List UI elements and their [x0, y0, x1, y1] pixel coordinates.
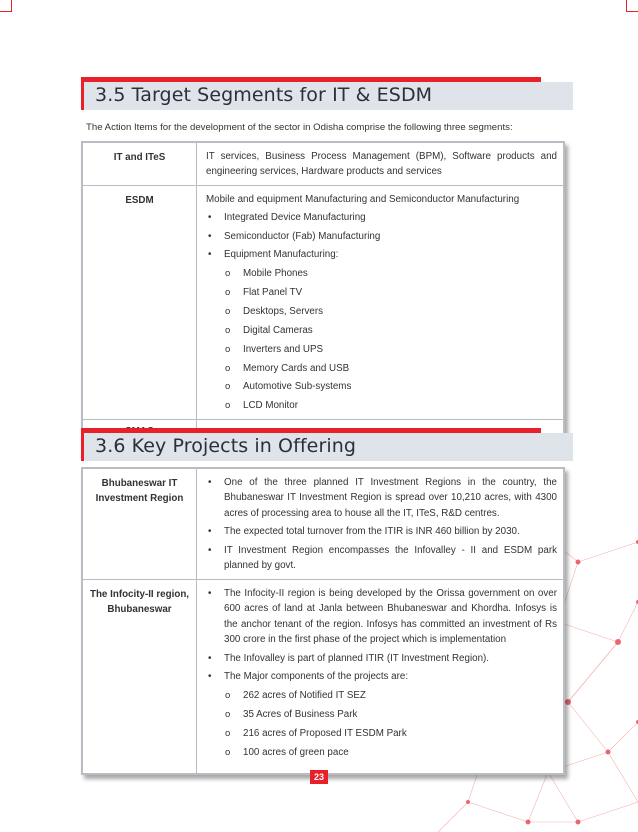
row-value: IT services, Business Process Management (BPM), Software products and engineering services, Hardware products and services [197, 143, 564, 186]
bullet-list [206, 475, 557, 574]
header-accent-left [81, 82, 84, 110]
list-item: o Inverters and UPS [206, 342, 557, 357]
list-item: • The expected total turnover from the ITIR is INR 460 billion by 2030. [206, 524, 557, 539]
section-title: 3.6 Key Projects in Offering [95, 435, 357, 457]
list-item: o Flat Panel TV [206, 285, 557, 300]
section-title: 3.5 Target Segments for IT & ESDM [95, 84, 433, 106]
list-item: o Mobile Phones [206, 266, 557, 281]
row-key: Bhubaneswar IT Investment Region [83, 469, 197, 580]
row-key: IT and ITeS [83, 143, 197, 186]
table-row [83, 469, 564, 580]
header-accent-left [81, 433, 84, 461]
list-item: • Semiconductor (Fab) Manufacturing [206, 229, 557, 244]
list-item: o LCD Monitor [206, 398, 557, 413]
list-item: o 216 acres of Proposed IT ESDM Park [206, 726, 557, 741]
list-item: o Digital Cameras [206, 323, 557, 338]
section-header-3-6 [81, 428, 573, 461]
list-item: o 100 acres of green pace [206, 745, 557, 760]
projects-table [82, 468, 564, 774]
section-header-3-5 [81, 77, 573, 110]
list-item: o Memory Cards and USB [206, 361, 557, 376]
table-row [83, 185, 564, 419]
list-item: o 262 acres of Notified IT SEZ [206, 688, 557, 703]
list-item: • The Infovalley is part of planned ITIR (IT Investment Region). [206, 651, 557, 666]
list-item: • The Major components of the projects are: [206, 669, 557, 684]
table-row [83, 579, 564, 773]
list-item: • One of the three planned IT Investment Regions in the country, the Bhubaneswar IT Investment Region is spread over 10,210 acres, with 4300 acres of processing area to house all the IT, ITeS, R&D centres. [206, 475, 557, 521]
list-item: o Automotive Sub-systems [206, 379, 557, 394]
row-value [197, 579, 564, 773]
projects-table-card [81, 467, 565, 775]
list-item: o 35 Acres of Business Park [206, 707, 557, 722]
row-key: ESDM [83, 185, 197, 419]
sub-list [206, 688, 557, 768]
list-item: • Integrated Device Manufacturing [206, 210, 557, 225]
row-value [197, 469, 564, 580]
list-item: • IT Investment Region encompasses the Infovalley - II and ESDM park planned by govt. [206, 543, 557, 574]
segments-table-card [81, 141, 565, 450]
bullet-list [206, 210, 557, 262]
intro-text: The Action Items for the development of the sector in Odisha comprise the following three segments: [86, 122, 513, 133]
page-number: 23 [310, 770, 328, 784]
table-row [83, 143, 564, 186]
frame-corner-top-right [626, 0, 638, 12]
segments-table [82, 142, 564, 449]
sub-list [206, 266, 557, 413]
row-key: The Infocity-II region, Bhubaneswar [83, 579, 197, 773]
bullet-list [206, 586, 557, 685]
row-text: Mobile and equipment Manufacturing and Semiconductor Manufacturing [206, 193, 520, 205]
list-item: o Desktops, Servers [206, 304, 557, 319]
row-value [197, 185, 564, 419]
list-item: • The Infocity-II region is being developed by the Orissa government on over 600 acres of land at Janla between Bhubaneswar and Khordha. Infosys is the anchor tenant of the region. Infosys has committed an investment of Rs 300 crore in the first phase of the project which is implementation [206, 586, 557, 648]
list-item: • Equipment Manufacturing: [206, 247, 557, 262]
frame-corner-top-left [0, 0, 12, 12]
